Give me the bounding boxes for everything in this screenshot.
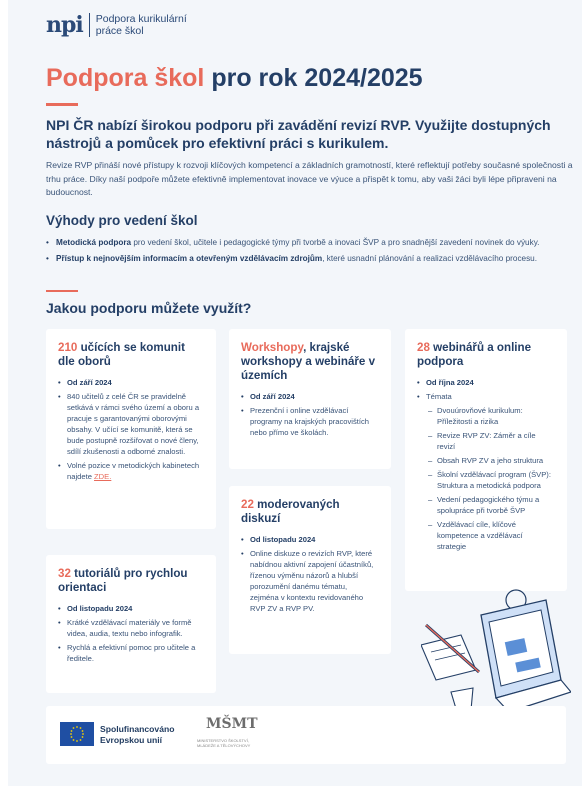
eu-flag-icon [60,722,94,746]
title-rest: pro rok 2024/2025 [204,64,423,92]
card-item: • Volné pozice v metodických kabinetech najdete ZDE. [58,460,202,482]
flyer-page [8,0,582,786]
card-title: 210 učících se komunit dle oborů [58,341,185,368]
card-list [58,377,202,482]
topic-item: – Školní vzdělávací program (ŠVP): Struktura a metodická podpora [428,469,553,491]
footer [46,706,566,764]
logo-divider [89,13,90,37]
card-list [241,534,377,614]
msmt-logo: MŠMT [206,716,258,732]
card-item: • Prezenční i online vzdělávací programy na krajských pracovištích nebo přímo ve školách. [241,405,377,438]
card-date: • Od listopadu 2024 [58,603,202,614]
topic-item: – Vedení pedagogického týmu a spolupráce při tvorbě ŠVP [428,494,553,516]
benefit-item: • Metodická podpora pro vedení škol, učitele i pedagogické týmy při tvorbě a inovaci ŠVP a pro snadnější zavedení novinek do výuky. [46,237,576,249]
card-item: • Rychlá a efektivní pomoc pro učitele a ředitele. [58,642,202,664]
title-accent: Podpora škol [46,64,205,92]
topic-item: – Vzdělávací cíle, klíčové kompetence a vzdělávací strategie [428,519,553,552]
topic-item: – Dvouúrovňové kurikulum: Příležitosti a rizika [428,405,553,427]
support-heading: Jakou podporu můžete využít? [46,300,252,316]
intro-paragraph: Revize RVP přináší nové přístupy k rozvoji klíčových kompetencí a základních gramotností, které reflektují potřeby současné společnosti a trhu práce. Díky naší podpoře můžete efektivně implementovat inovace ve výuce a přispět k tomu, aby vaši žáci byli lépe připraveni na budoucnost. [46,160,573,197]
card-item: • Online diskuze o revizích RVP, které nabídnou aktivní zapojení účastníků, řízenou výměnu názorů a hlubší porozumění danému tématu, zejména v kontextu revidovaného RVP ZV a RVP PV. [241,548,377,614]
card-list [58,603,202,664]
card-communities [46,329,216,529]
benefits-heading: Výhody pro vedení škol [46,213,198,228]
benefits-list [46,237,576,269]
title-underline [46,103,78,106]
card-list [241,391,377,438]
card-discussions [229,486,391,654]
card-title: 32 tutoriálů pro rychlou orientaci [58,567,188,594]
card-item: • 840 učitelů z celé ČR se pravidelně setkává v rámci svého území a oboru a pracuje s garantovanými oborovými obsahy. V učící se komunitě, která se bude postupně rozšiřovat o nové členy, sdílí zkušenosti a odborné znalosti. [58,391,202,457]
section-underline [46,290,78,292]
laptop-icon [481,600,571,712]
lead-paragraph: NPI ČR nabízí širokou podporu při zavádění revizí RVP. Využijte dostupných nástrojů a pomůcek pro efektivní práci s kurikulem. [46,117,551,151]
laptop-illustration [421,580,571,720]
page-title [46,64,423,93]
topic-item: – Obsah RVP ZV a jeho struktura [428,455,553,466]
card-item: • Témata – Dvouúrovňové kurikulum: Příležitosti a rizika – Revize RVP ZV: Záměr a cíle revizí – Obsah RVP ZV a jeho struktura – Školní vzdělávací program (ŠVP): Struktura a metodická podpora – Vedení pedagogického týmu a spolupráce při tvorbě ŠVP – Vzdělávací cíle, klíčové kompetence a vzdělávací strategie [417,391,553,552]
eu-cofunded-label: Spolufinancováno Evropskou unií [100,724,175,745]
card-item: • Krátké vzdělávací materiály ve formě videa, audia, textu nebo infografik. [58,617,202,639]
card-date: • Od září 2024 [241,391,377,402]
card-date: • Od listopadu 2024 [241,534,377,545]
npi-logo: npi [46,12,83,38]
card-list [417,377,553,552]
topics-list [428,405,553,552]
card-title: 22 moderovaných diskuzí [241,498,340,525]
card-workshops [229,329,391,469]
msmt-label: MINISTERSTVO ŠKOLSTVÍ, MLÁDEŽE A TĚLOVÝCHOVY [197,738,251,748]
notebook-icon [421,635,476,680]
benefit-item: • Přístup k nejnovějším informacím a otevřeným vzdělávacím zdrojům, které usnadní plánování a realizaci vzdělávacího procesu. [46,253,576,265]
card-title: Workshopy, krajské workshopy a webináře v územích [241,341,376,382]
card-date: • Od září 2024 [58,377,202,388]
card-date: • Od října 2024 [417,377,553,388]
methodical-cabinets-link[interactable]: ZDE. [94,472,112,481]
header-subtitle: Podpora kurikulární práce škol [95,13,187,37]
card-tutorials [46,555,216,693]
card-webinars [405,329,567,591]
header [46,12,206,38]
topic-item: – Revize RVP ZV: Záměr a cíle revizí [428,430,553,452]
card-title: 28 webinářů a online podpora [417,341,532,368]
